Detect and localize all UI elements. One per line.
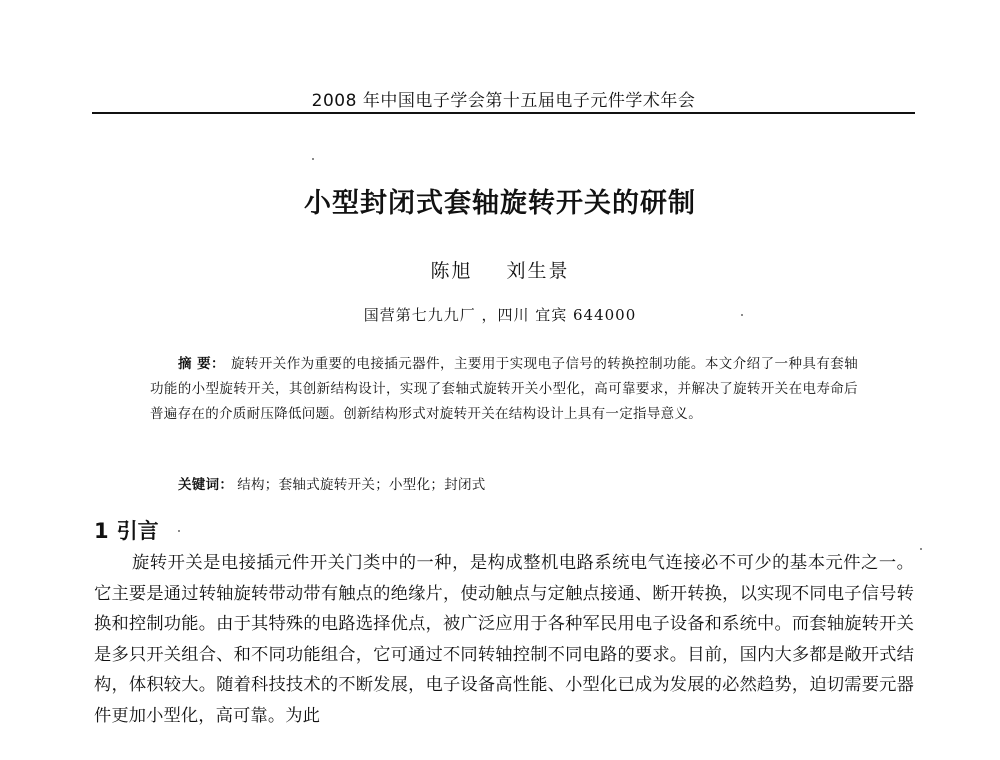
scan-speck — [178, 530, 180, 532]
scan-speck — [920, 548, 922, 550]
running-header: 2008 年中国电子学会第十五届电子元件学术年会 — [311, 91, 696, 111]
keywords — [178, 473, 486, 493]
abstract-text: 旋转开关作为重要的电接插元器件，主要用于实现电子信号的转换控制功能。本文介绍了一种具有套轴功能的小型旋转开关，其创新结构设计，实现了套轴式旋转开关小型化，高可靠要求，并解决了旋转开关在电寿命后普遍存在的介质耐压降低问题。创新结构形式对旋转开关在结构设计上具有一定指导意义。 — [150, 356, 858, 422]
keywords-text: 结构；套轴式旋转开关；小型化；封闭式 — [237, 477, 486, 493]
author-list — [0, 256, 1000, 283]
section-title: 引言 — [116, 519, 159, 543]
abstract — [150, 352, 858, 427]
author-name: 陈旭 — [430, 260, 473, 282]
paper-title: 小型封闭式套轴旋转开关的研制 — [304, 188, 696, 219]
section-heading — [94, 515, 159, 545]
header-rule — [92, 112, 915, 114]
body-paragraph: 旋转开关是电接插元件开关门类中的一种，是构成整机电路系统电气连接必不可少的基本元件之一。它主要是通过转轴旋转带动带有触点的绝缘片，使动触点与定触点接通、断开转换，以实现不同电子信号转换和控制功能。由于其特殊的电路选择优点，被广泛应用于各种军民用电子设备和系统中。而套轴旋转开关是多只开关组合、和不同功能组合，它可通过不同转轴控制不同电路的要求。目前，国内大多都是敞开式结构，体积较大。随着科技技术的不断发展，电子设备高性能、小型化已成为发展的必然趋势，迫切需要元器件更加小型化，高可靠。为此 — [94, 553, 914, 726]
scan-speck — [312, 158, 314, 160]
author-name: 刘生景 — [506, 260, 570, 282]
abstract-label: 摘 要： — [178, 356, 225, 372]
affiliation: 国营第七九九厂 ，四川 宜宾 644000 — [363, 306, 637, 324]
section-number: 1 — [94, 519, 109, 543]
scan-speck — [741, 314, 743, 316]
keywords-label: 关键词： — [178, 477, 234, 493]
